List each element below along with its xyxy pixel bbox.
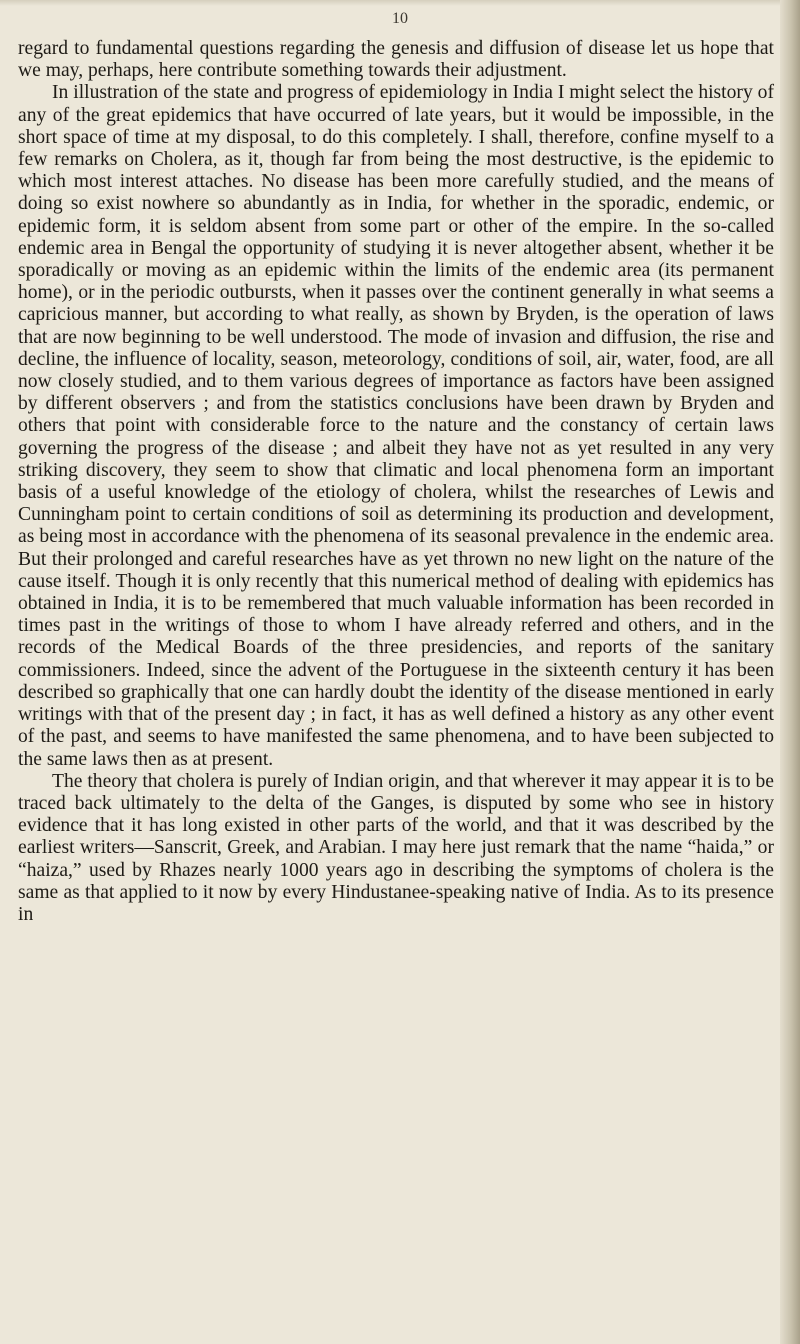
page-number: 10	[392, 10, 408, 27]
page-edge-shadow	[780, 0, 800, 1344]
page-top-shadow	[0, 0, 780, 6]
paragraph-cholera-epidemiology: In illustration of the state and progress of epidemiology in India I might select the history of any of the great epidemics that have occurred of late years, but it would be impossible, in the short space of time at my disposal, to do this completely. I shall, therefore, confine myself to a few remarks on Cholera, as it, though far from being the most destructive, is the epidemic to which most interest attaches. No disease has been more carefully studied, and the means of doing so exist nowhere so abundantly as in India, for whether in the sporadic, endemic, or epidemic form, it is seldom absent from some part or other of the empire. In the so-called endemic area in Bengal the opportunity of studying it is never altogether absent, whether it be sporadically or moving as an epidemic within the limits of the endemic area (its permanent home), or in the periodic outbursts, when it passes over the continent generally in what seems a capricious manner, but according to what really, as shown by Bryden, is the operation of laws that are now beginning to be well understood. The mode of invasion and diffusion, the rise and decline, the influence of locality, season, meteorology, conditions of soil, air, water, food, are all now closely studied, and to them various degrees of importance as factors have been assigned by different observers ; and from the statistics conclusions have been drawn by Bryden and others that point with considerable force to the nature and the constancy of certain laws governing the progress of the disease ; and albeit they have not as yet resulted in any very striking discovery, they seem to show that climatic and local phenomena form an important basis of a useful knowledge of the etiology of cholera, whilst the researches of Lewis and Cunningham point to certain conditions of soil as determining its production and development, as being most in accordance with the phenomena of its seasonal prevalence in the endemic area. But their prolonged and careful researches have as yet thrown no new light on the nature of the cause itself. Though it is only recently that this numerical method of dealing with epidemics has obtained in India, it is to be remembered that much valuable information has been recorded in times past in the writings of those to whom I have already referred and others, and in the records of the Medical Boards of the three presidencies, and reports of the sanitary commissioners. Indeed, since the advent of the Portuguese in the sixteenth century it has been described so graphically that one can hardly doubt the identity of the disease mentioned in early writings with that of the present day ; in fact, it has as well defined a history as any other event of the past, and seems to have manifested the same phenomena, and to have been subjected to the same laws then as at present.	[18, 82, 774, 770]
body-text	[18, 38, 774, 926]
paragraph-cholera-origin: The theory that cholera is purely of Indian origin, and that wherever it may appear it is to be traced back ultimately to the delta of the Ganges, is disputed by some who see in history evidence that it has long existed in other parts of the world, and that it was described by the earliest writers—Sanscrit, Greek, and Arabian. I may here just remark that the name “haida,” or “haiza,” used by Rhazes nearly 1000 years ago in describing the symptoms of cholera is the same as that applied to it now by every Hindustanee-speaking native of India. As to its presence in	[18, 770, 775, 925]
paragraph-continuation: regard to fundamental questions regarding the genesis and diffusion of disease let us hope that we may, perhaps, here contribute something towards their adjustment.	[18, 38, 774, 82]
